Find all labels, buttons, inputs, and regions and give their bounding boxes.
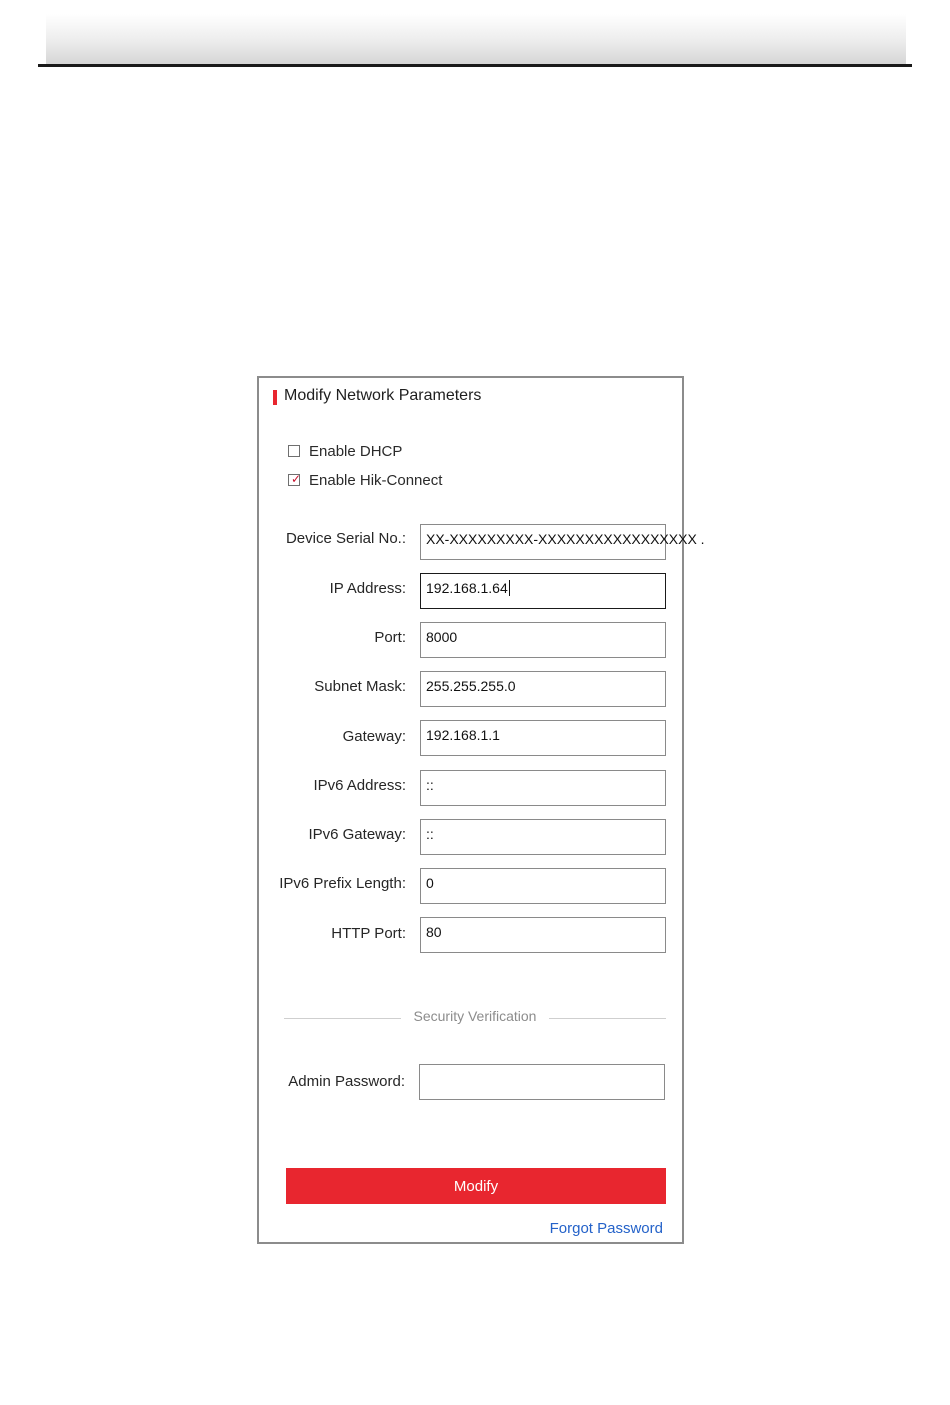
section-divider-left <box>284 1018 401 1019</box>
enable-hik-connect-checkbox[interactable] <box>288 474 300 486</box>
enable-hik-connect-label: Enable Hik-Connect <box>309 471 443 489</box>
modify-button[interactable]: Modify <box>286 1168 666 1204</box>
admin-password-label: Admin Password: <box>288 1073 405 1090</box>
section-divider-right <box>549 1018 666 1019</box>
document-header-rule <box>38 64 912 67</box>
enable-hik-connect-option[interactable] <box>288 471 442 489</box>
ip-address-label: IP Address: <box>329 580 406 597</box>
ipv6-prefix-length-label: IPv6 Prefix Length: <box>279 875 406 892</box>
http-port-field[interactable] <box>420 917 666 953</box>
modify-network-parameters-dialog <box>257 376 705 1244</box>
ipv6-prefix-length-value: 0 <box>426 875 434 891</box>
ip-address-value: 192.168.1.64 <box>426 580 508 596</box>
subnet-mask-value: 255.255.255.0 <box>426 678 516 694</box>
gateway-label: Gateway: <box>342 728 406 745</box>
admin-password-field[interactable] <box>419 1064 665 1100</box>
subnet-mask-field[interactable] <box>420 671 666 707</box>
device-serial-field[interactable] <box>420 524 705 560</box>
device-serial-value: XX-XXXXXXXXX-XXXXXXXXXXXXXXXXX . <box>426 531 705 547</box>
enable-dhcp-label: Enable DHCP <box>309 442 403 460</box>
http-port-value: 80 <box>426 924 442 940</box>
http-port-label: HTTP Port: <box>331 925 406 942</box>
title-accent-bar <box>273 390 277 405</box>
ipv6-address-value: :: <box>426 777 434 793</box>
text-caret <box>509 580 510 596</box>
gateway-field[interactable] <box>420 720 666 756</box>
security-verification-heading: Security Verification <box>413 1008 537 1024</box>
port-value: 8000 <box>426 629 458 645</box>
subnet-mask-label: Subnet Mask: <box>314 678 406 695</box>
port-field[interactable] <box>420 622 666 658</box>
checkmark-icon: ✓ <box>291 472 302 486</box>
enable-dhcp-checkbox[interactable] <box>288 445 300 457</box>
ipv6-gateway-value: :: <box>426 826 434 842</box>
ipv6-address-label: IPv6 Address: <box>313 777 406 794</box>
dialog-title: Modify Network Parameters <box>284 387 482 404</box>
ipv6-prefix-length-field[interactable] <box>420 868 666 904</box>
forgot-password-link[interactable]: Forgot Password <box>549 1220 663 1237</box>
ipv6-gateway-field[interactable] <box>420 819 666 855</box>
ip-address-field[interactable] <box>420 573 666 609</box>
ipv6-address-field[interactable] <box>420 770 666 806</box>
enable-dhcp-option[interactable] <box>288 442 402 460</box>
document-header-band <box>46 14 906 64</box>
port-label: Port: <box>374 629 406 646</box>
ipv6-gateway-label: IPv6 Gateway: <box>308 826 406 843</box>
device-serial-label: Device Serial No.: <box>285 530 406 547</box>
gateway-value: 192.168.1.1 <box>426 727 500 743</box>
